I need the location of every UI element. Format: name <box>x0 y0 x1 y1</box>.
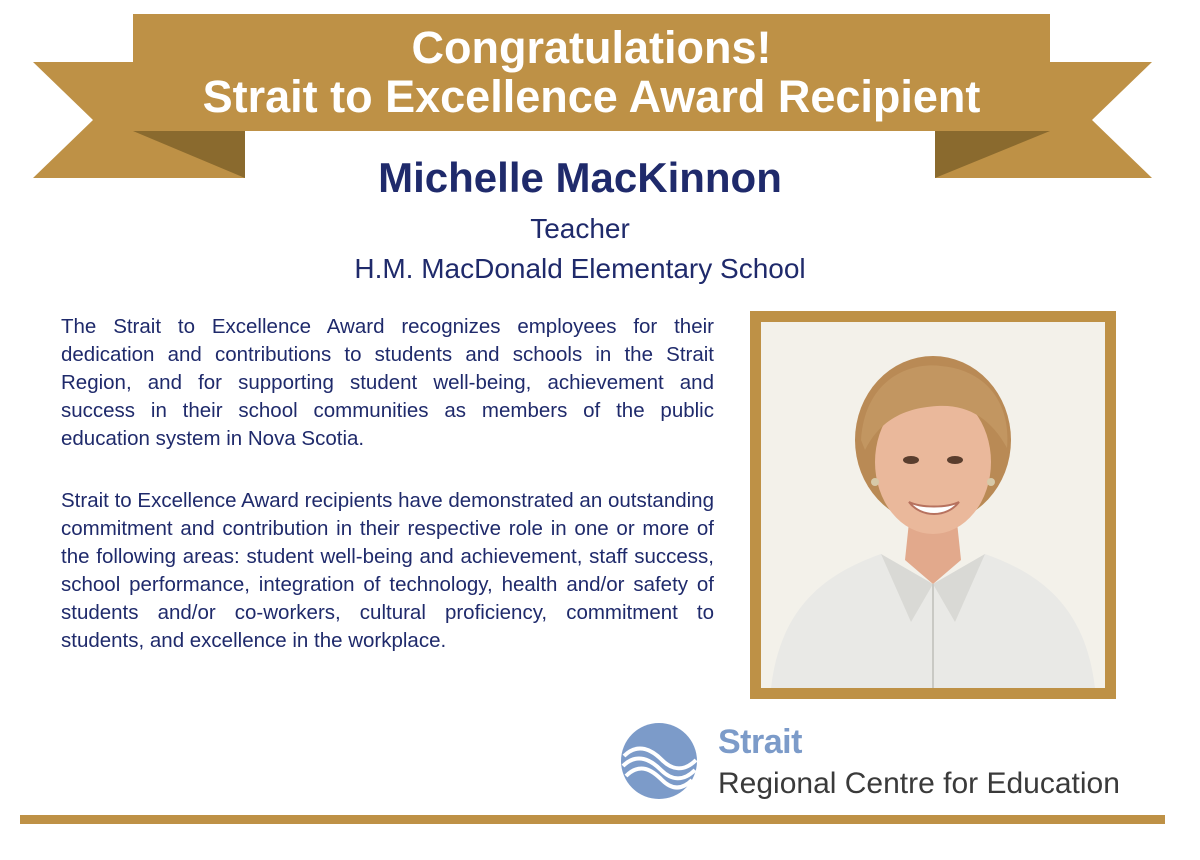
recipient-role: Teacher <box>530 213 630 244</box>
strait-rce-logo <box>618 720 1138 810</box>
logo-wordmark: Strait <box>718 723 802 761</box>
logo-subtitle: Regional Centre for Education <box>718 767 1120 800</box>
wave-circle-logo-icon <box>618 720 700 802</box>
award-criteria-paragraph: Strait to Excellence Award recipients have demonstrated an outstanding commitment and contribution in their respective role in one or more of the following areas: student well-being and achievement, staff success, school performance, integration of technology, health and/or safety of students and/or co-workers, cultural proficiency, commitment to students, and excellence in the workplace. <box>61 489 714 652</box>
recipient-portrait-image <box>761 322 1105 688</box>
banner-congratulations: Congratulations! <box>411 21 772 73</box>
recipient-name: Michelle MacKinnon <box>378 154 782 201</box>
recipient-photo <box>750 311 1116 699</box>
bottom-divider <box>20 815 1165 824</box>
recipient-school: H.M. MacDonald Elementary School <box>354 253 806 284</box>
banner-award-title: Strait to Excellence Award Recipient <box>202 70 981 122</box>
award-description-paragraph: The Strait to Excellence Award recognizes employees for their dedication and contributions to students and schools in the Strait Region, and for supporting student well-being, achievement and success in their school communities as members of the public education system in Nova Scotia. <box>61 315 714 450</box>
award-banner <box>133 14 1050 131</box>
